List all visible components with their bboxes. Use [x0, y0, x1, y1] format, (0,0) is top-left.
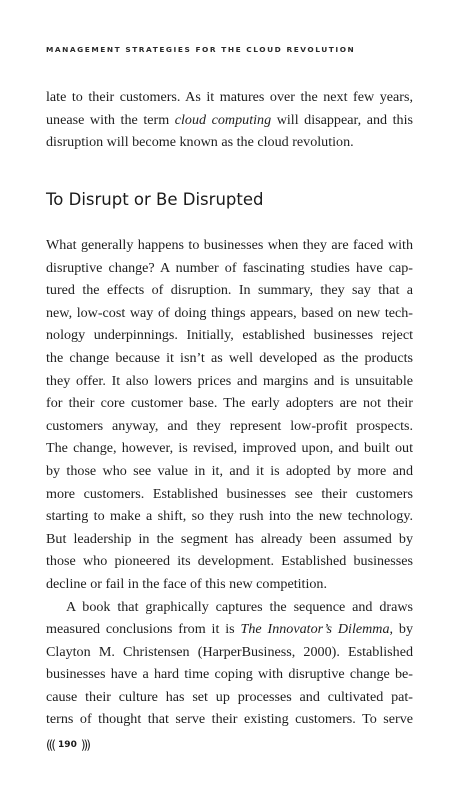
text-line: late to their customers. As it matures over the next few years, — [46, 89, 413, 105]
section-heading: To Disrupt or Be Disrupted — [46, 190, 264, 209]
text-line: disruption will become known as the cloud revolution. — [46, 134, 354, 151]
emphasis: cloud computing — [174, 111, 272, 128]
text-line: businesses have a hard time coping with disruptive change be- — [46, 666, 413, 683]
text-line: nology underpinnings. Initially, established businesses reject — [46, 327, 413, 344]
running-head: MANAGEMENT STRATEGIES FOR THE CLOUD REVOLUTION — [46, 45, 356, 54]
page-number: 190 — [58, 740, 77, 750]
text-line: customers anyway, and they represent low-profit prospects. — [46, 417, 413, 434]
text-line: decline or fail in the face of this new competition. — [46, 575, 327, 592]
page-number-footer — [46, 738, 89, 752]
text-line: A book that graphically captures the sequence and draws — [66, 598, 413, 615]
text-line: terns of thought that serve their existing customers. To serve — [46, 711, 413, 728]
text-line: more customers. Established businesses see their customers — [46, 485, 413, 502]
folio-ornament-right: ))) — [80, 738, 89, 752]
paragraph-body — [46, 234, 413, 731]
paragraph-continuation — [46, 86, 413, 154]
folio-ornament-left: ((( — [46, 738, 55, 752]
text-line: measured conclusions from it is The Innovator’s Dilemma, by — [46, 621, 414, 638]
text-line: the change because it isn’t as well developed as the products — [46, 349, 413, 366]
text-line: cause their culture has set up processes and cultivated pat- — [46, 688, 413, 705]
text-line: starting to make a shift, so they rush into the new technology. — [46, 508, 413, 525]
text-line: The change, however, is revised, improved upon, and built out — [46, 440, 413, 457]
text-line: by those who see value in it, and it is adopted by more and — [46, 462, 413, 479]
text-line: they offer. It also lowers prices and margins and is unsuitable — [46, 372, 413, 389]
text-line: those who pioneered its development. Established businesses — [46, 553, 413, 570]
text-line: new, low-cost way of doing things appears, based on new tech- — [46, 304, 413, 321]
text-line: Clayton M. Christensen (HarperBusiness, 2000). Established — [46, 643, 413, 660]
text-line: tured the effects of disruption. In summary, they say that a — [46, 282, 413, 299]
text-line: unease with the term cloud computing will disappear, and this — [46, 111, 413, 128]
text-line: disruptive change? A number of fascinating studies have cap- — [46, 259, 413, 276]
text-line: for their core customer base. The early adopters are not their — [46, 395, 413, 412]
book-title: The Innovator’s Dilemma — [240, 621, 390, 638]
text-line: But leadership in the segment has already been assumed by — [46, 530, 413, 547]
text-line: What generally happens to businesses when they are faced with — [46, 237, 413, 253]
